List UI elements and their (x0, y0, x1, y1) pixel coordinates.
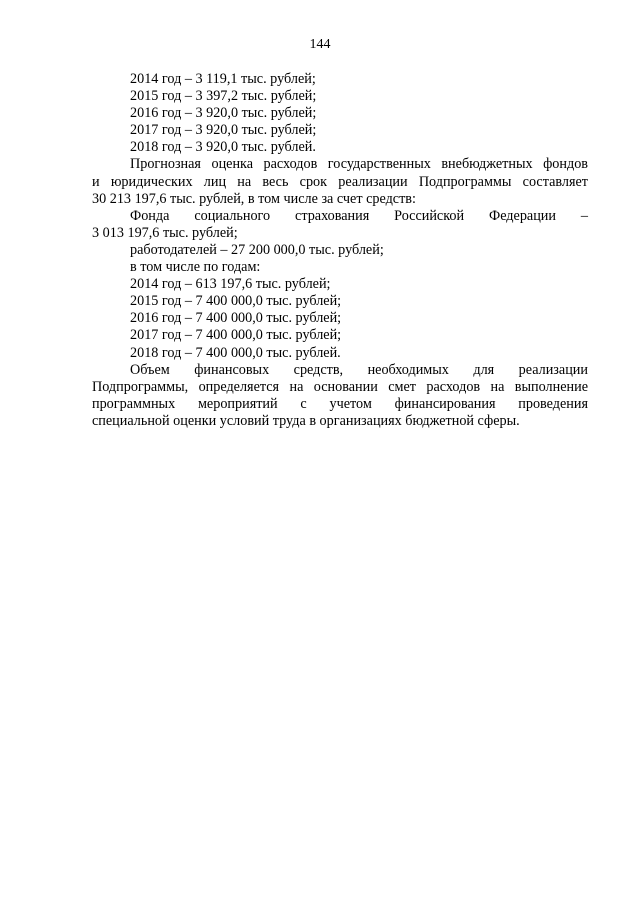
text-line: 2017 год – 3 920,0 тыс. рублей; (130, 122, 317, 139)
text-line: 30 213 197,6 тыс. рублей, в том числе за счет средств: (92, 190, 416, 207)
text-line: 2016 год – 7 400 000,0 тыс. рублей; (130, 310, 342, 327)
text-line: специальной оценки условий труда в организациях бюджетной сферы. (92, 412, 520, 429)
text-line: 2014 год – 3 119,1 тыс. рублей; (130, 71, 316, 87)
text-line: Прогнозная оценка расходов государственных внебюджетных фондов (130, 156, 588, 173)
text-line: в том числе по годам: (130, 259, 261, 276)
text-line: Фонда социального страхования Российской Федерации – (130, 207, 588, 224)
text-line: 2014 год – 613 197,6 тыс. рублей; (130, 276, 331, 293)
page-number: 144 (309, 37, 331, 52)
text-line: программных мероприятий с учетом финансирования проведения (92, 395, 588, 412)
text-line: и юридических лиц на весь срок реализации Подпрограммы составляет (92, 173, 588, 190)
text-line: 2016 год – 3 920,0 тыс. рублей; (130, 105, 317, 122)
text-line: 3 013 197,6 тыс. рублей; (92, 224, 238, 241)
text-line: 2018 год – 3 920,0 тыс. рублей. (130, 139, 316, 156)
text-line: 2018 год – 7 400 000,0 тыс. рублей. (130, 344, 341, 361)
text-line: 2015 год – 3 397,2 тыс. рублей; (130, 88, 317, 105)
document-body (92, 71, 588, 430)
text-line: 2015 год – 7 400 000,0 тыс. рублей; (130, 293, 342, 310)
text-line: 2017 год – 7 400 000,0 тыс. рублей; (130, 327, 342, 344)
text-line: Подпрограммы, определяется на основании смет расходов на выполнение (92, 378, 588, 395)
text-line: работодателей – 27 200 000,0 тыс. рублей; (130, 241, 384, 258)
text-line: Объем финансовых средств, необходимых для реализации (130, 361, 588, 378)
